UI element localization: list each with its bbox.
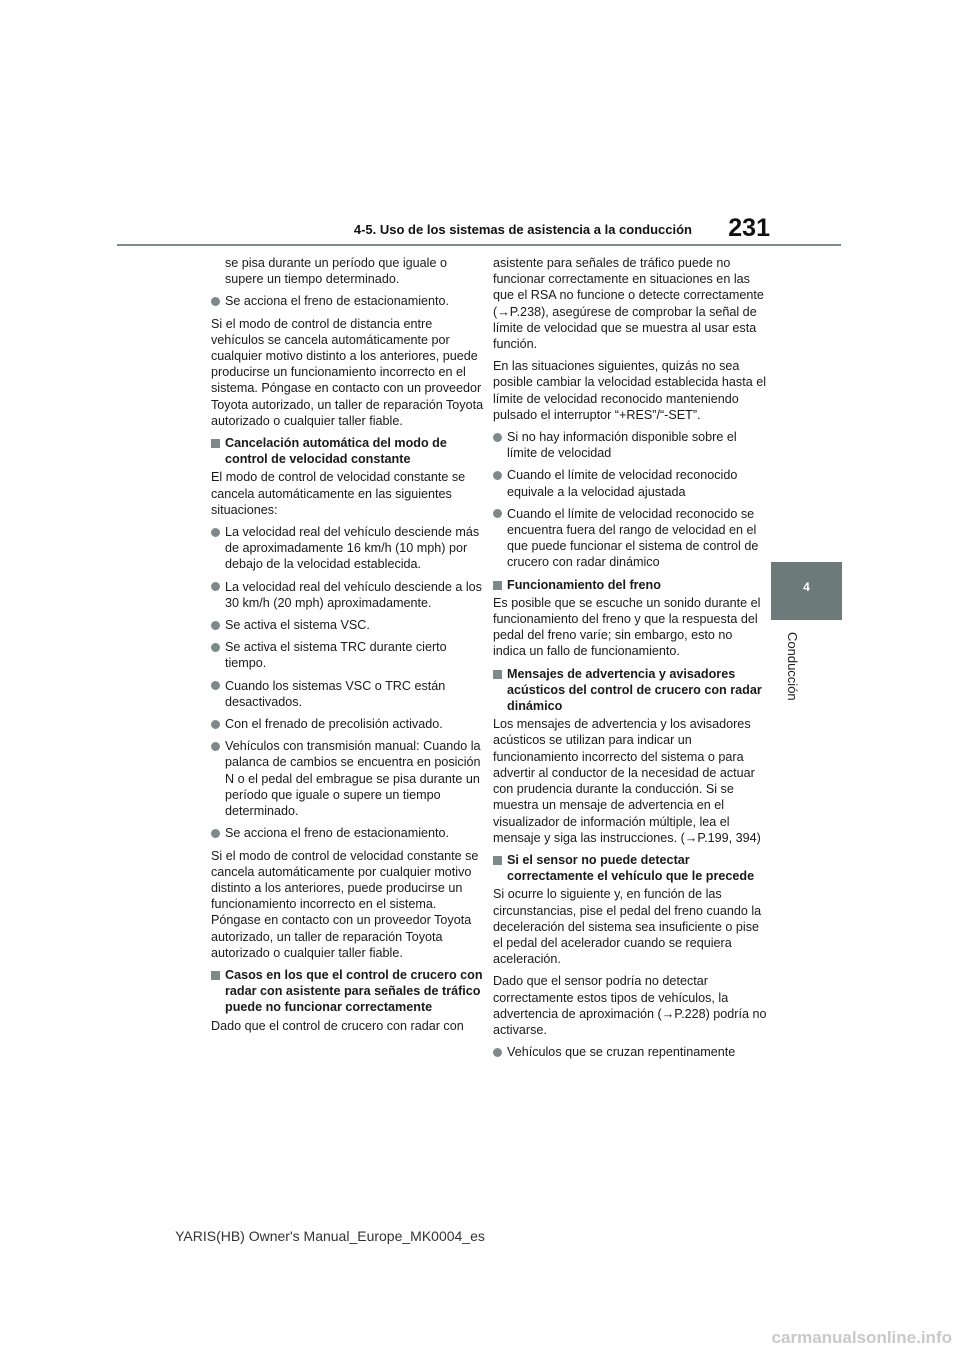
chapter-tab-label: Conducción: [785, 632, 800, 701]
page-number: 231: [728, 214, 770, 242]
left-column: [211, 255, 485, 1040]
bullet-item: Se acciona el freno de estacionamiento.: [211, 825, 485, 841]
body-paragraph: El modo de control de velocidad constante se cancela automáticamente en las siguientes situaciones:: [211, 470, 466, 517]
body-paragraph: Los mensajes de advertencia y los avisadores acústicos se utilizan para indicar un funcionamiento incorrecto del sistema o para advertir al conductor de la necesidad de actuar con prudencia durante la conducción. Si se muestra un mensaje de advertencia en el visualizador de información múltiple, lea el mensaje y siga las instrucciones. (→P.199, 394): [493, 717, 761, 845]
bullet-item: Cuando el límite de velocidad reconocido se encuentra fuera del rango de velocidad en el que puede funcionar el sistema de control de crucero con radar dinámico: [493, 506, 767, 571]
section-title: 4-5. Uso de los sistemas de asistencia a la conducción: [353, 222, 692, 237]
body-paragraph: Si ocurre lo siguiente y, en función de las circunstancias, pise el pedal del freno cuando la deceleración del sistema sea insuficiente o pise el pedal del acelerador cuando se requiera aceleración.: [493, 887, 762, 967]
body-paragraph: Si el modo de control de velocidad constante se cancela automáticamente por cualquier motivo distinto a los anteriores, puede producirse un funcionamiento incorrecto en el sistema. Póngase en contacto con un proveedor Toyota autorizado, un taller de reparación Toyota autorizado o cualquier taller fiable.: [211, 848, 479, 960]
body-paragraph: Dado que el sensor podría no detectar correctamente estos tipos de vehículos, la advertencia de aproximación (→P.228) podría no activarse.: [493, 974, 767, 1037]
bullet-item: Vehículos con transmisión manual: Cuando la palanca de cambios se encuentra en posición N o el pedal del embrague se pisa durante un período que iguale o supere un tiempo determinado.: [211, 738, 485, 819]
footer-manual-id: YARIS(HB) Owner's Manual_Europe_MK0004_es: [175, 1228, 485, 1244]
bullet-item: La velocidad real del vehículo desciende más de aproximadamente 16 km/h (10 mph) por debajo de la velocidad establecida.: [211, 524, 485, 573]
bullet-item: Cuando los sistemas VSC o TRC están desactivados.: [211, 678, 485, 710]
right-column: [493, 255, 767, 1066]
body-paragraph: se pisa durante un período que iguale o supere un tiempo determinado.: [225, 256, 447, 287]
chapter-tab: [771, 562, 842, 620]
subsection-heading: Mensajes de advertencia y avisadores acústicos del control de crucero con radar dinámico: [493, 666, 767, 715]
bullet-item: Se acciona el freno de estacionamiento.: [211, 293, 485, 309]
chapter-tab-label-wrap: [786, 632, 804, 712]
bullet-item: Se activa el sistema TRC durante cierto tiempo.: [211, 639, 485, 671]
watermark: carmanualsonline.info: [771, 1328, 952, 1347]
body-paragraph: En las situaciones siguientes, quizás no sea posible cambiar la velocidad establecida hasta el límite de velocidad reconocido manteniendo pulsado el interruptor “+RES”/“-SET”.: [493, 359, 767, 422]
bullet-item: Si no hay información disponible sobre el límite de velocidad: [493, 429, 767, 461]
subsection-heading: Casos en los que el control de crucero con radar con asistente para señales de tráfico puede no funcionar correctamente: [211, 967, 485, 1016]
bullet-item: Se activa el sistema VSC.: [211, 617, 485, 633]
bullet-item: Vehículos que se cruzan repentinamente: [493, 1044, 767, 1060]
subsection-heading: Cancelación automática del modo de control de velocidad constante: [211, 435, 485, 467]
header-divider: [117, 244, 841, 246]
bullet-item: Con el frenado de precolisión activado.: [211, 716, 485, 732]
body-paragraph: asistente para señales de tráfico puede no funcionar correctamente en situaciones en las que el RSA no funcione o detecte correctamente (→P.238), asegúrese de comprobar la señal de límite de velocidad que se muestra al usar esta función.: [493, 256, 764, 352]
bullet-item: Cuando el límite de velocidad reconocido equivale a la velocidad ajustada: [493, 467, 767, 499]
body-paragraph: Si el modo de control de distancia entre vehículos se cancela automáticamente por cualquier motivo distinto a los anteriores, puede producirse un funcionamiento incorrecto en el sistema. Póngase en contacto con un proveedor Toyota autorizado, un taller de reparación Toyota autorizado o cualquier taller fiable.: [211, 316, 484, 428]
subsection-heading: Funcionamiento del freno: [493, 577, 767, 593]
subsection-heading: Si el sensor no puede detectar correctamente el vehículo que le precede: [493, 852, 767, 884]
bullet-item: La velocidad real del vehículo desciende a los 30 km/h (20 mph) aproximadamente.: [211, 579, 485, 611]
body-paragraph: Es posible que se escuche un sonido durante el funcionamiento del freno y que la respuesta del pedal del freno varíe; sin embargo, esto no indica un fallo de funcionamiento.: [493, 595, 761, 659]
body-paragraph: Dado que el control de crucero con radar con: [211, 1018, 464, 1033]
chapter-tab-number: 4: [803, 580, 810, 594]
